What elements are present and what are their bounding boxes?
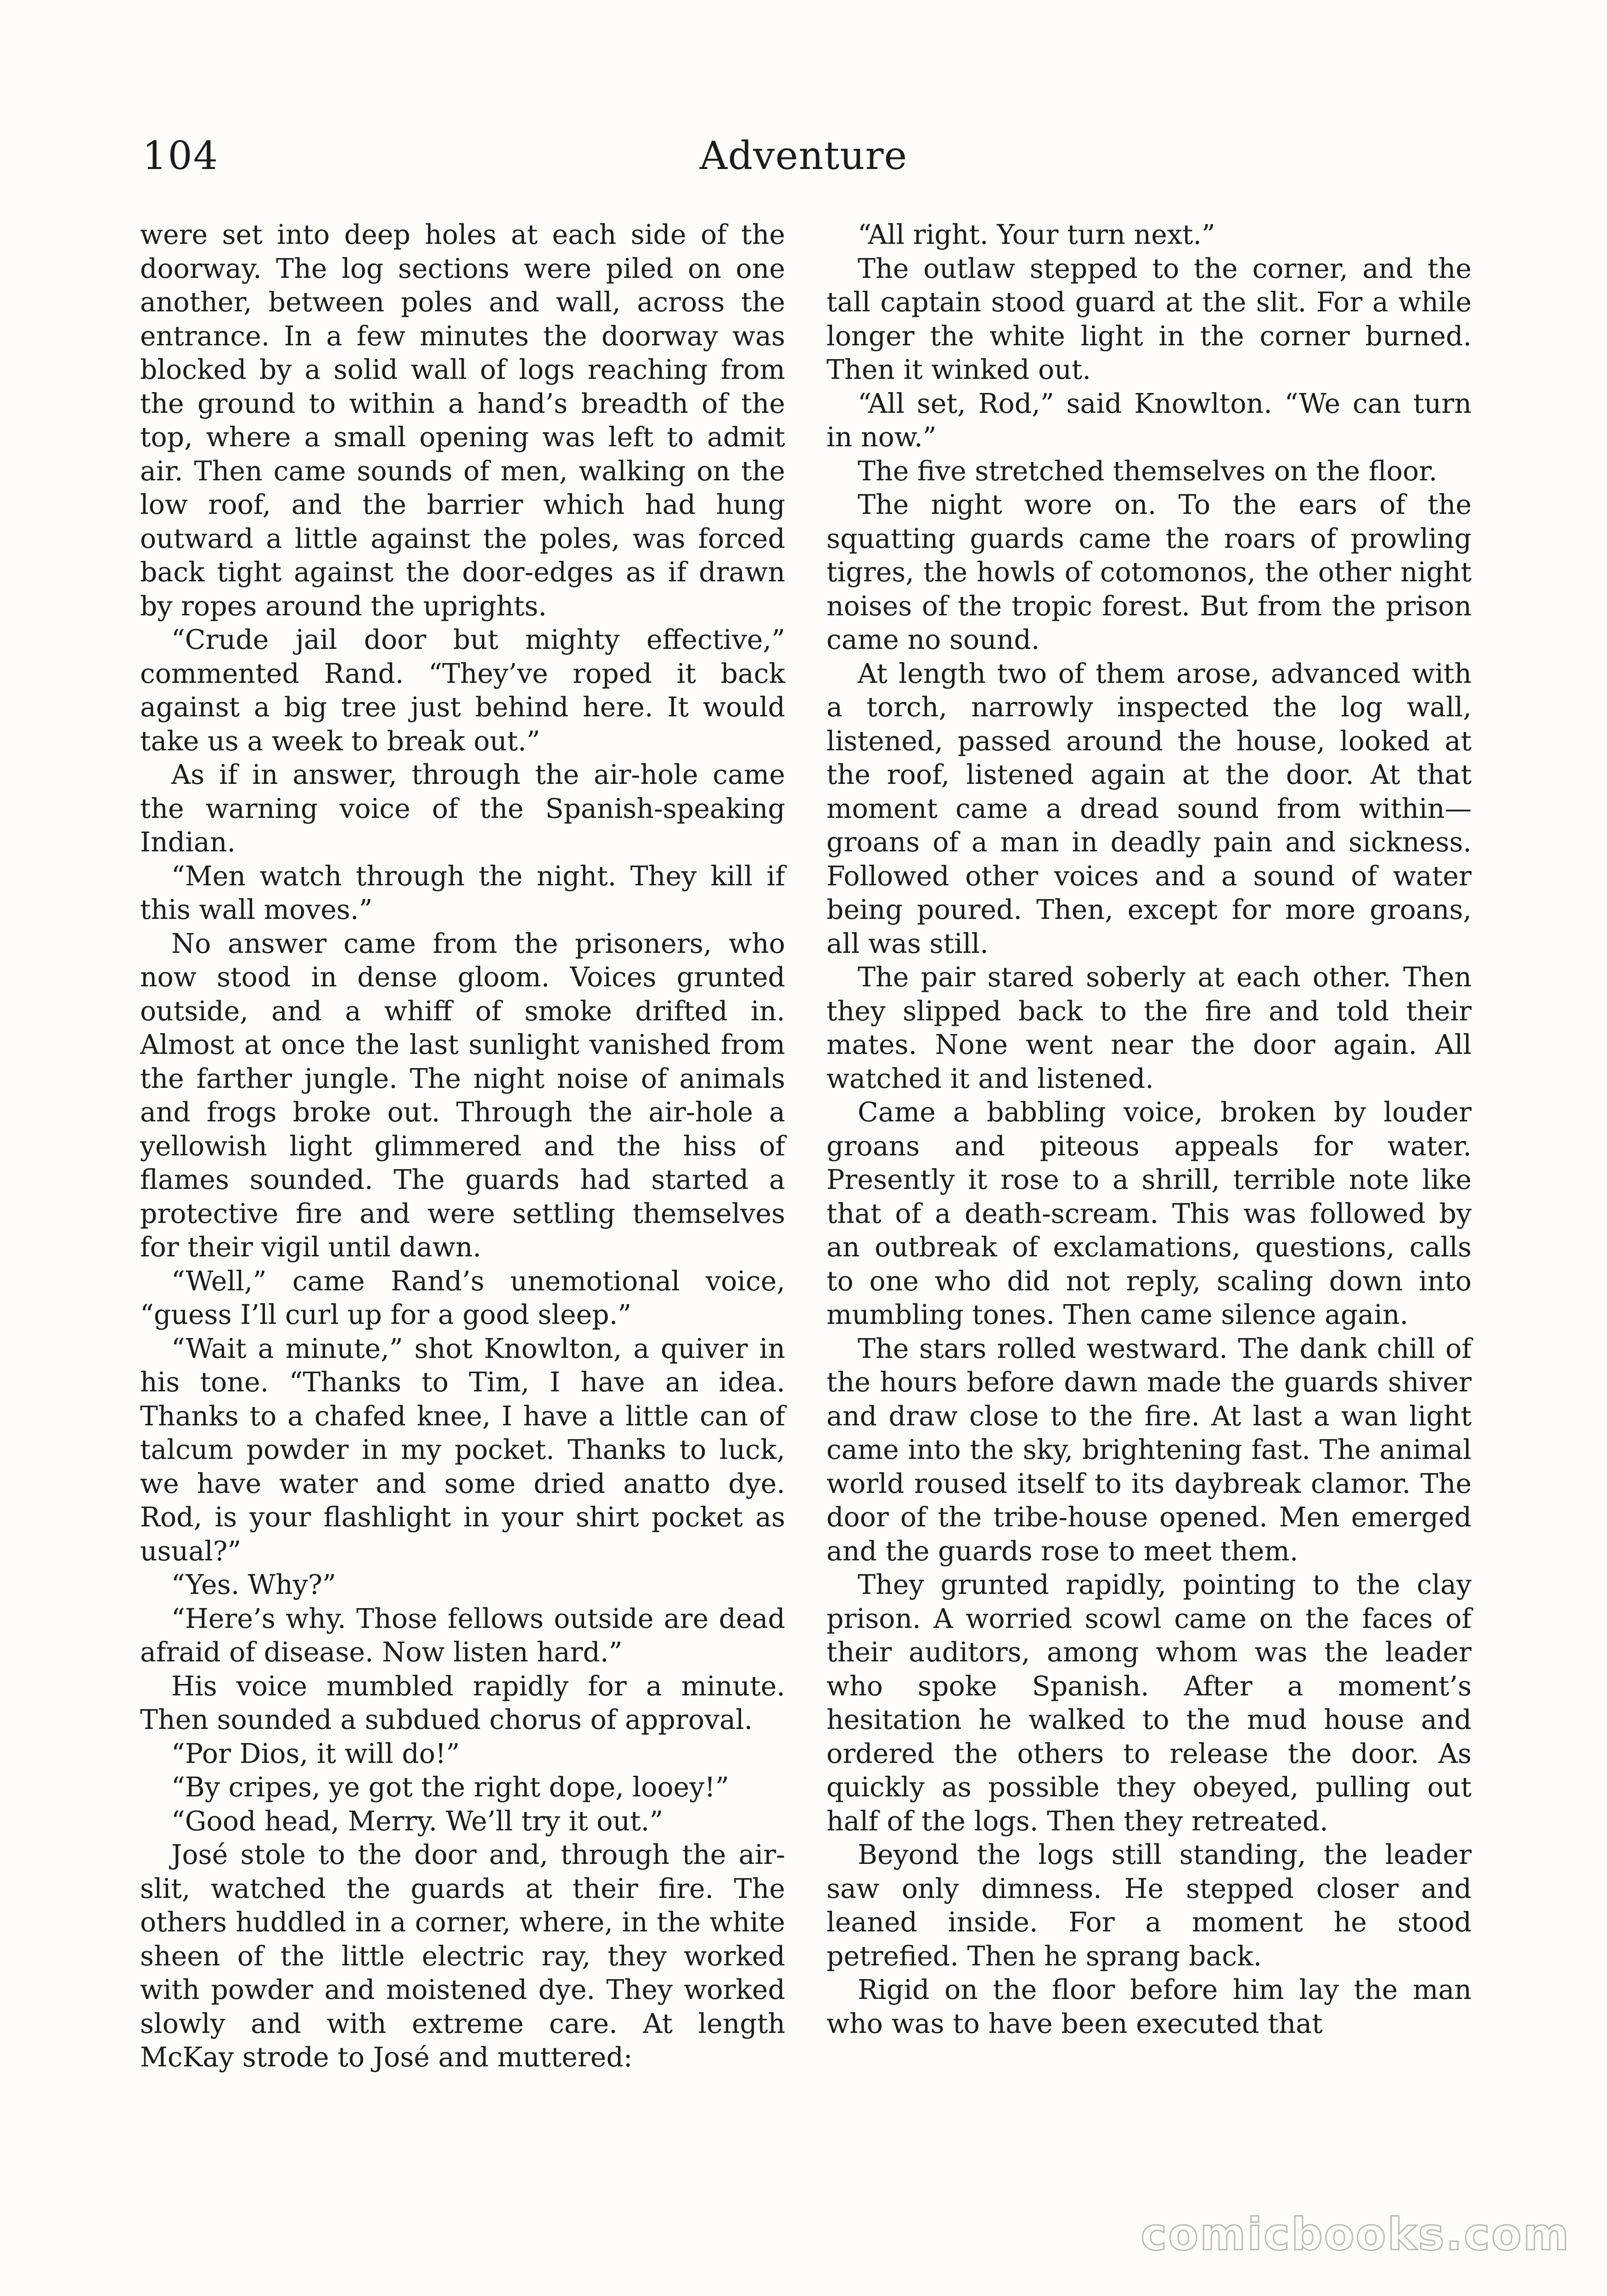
paragraph: The stars rolled westward. The dank chill of the hours before dawn made the guards shiver and draw close to the fire. At last a wan light came into the sky, brightening fast. The animal world roused itself to its daybreak clamor. The door of the tribe-house opened. Men emerged and the guards rose to meet them. — [826, 1333, 1472, 1567]
paragraph: The night wore on. To the ears of the squatting guards came the roars of prowling tigres, the howls of cotomonos, the other night noises of the tropic forest. But from the prison came no sound. — [826, 489, 1472, 655]
paragraph: Beyond the logs still standing, the leader saw only dimness. He stepped closer and leaned inside. For a moment he stood petrefied. Then he sprang back. — [826, 1839, 1472, 1972]
page-header — [142, 133, 1465, 193]
paragraph: As if in answer, through the air-hole came the warning voice of the Spanish-speaking Indian. — [140, 759, 785, 858]
paragraph: “By cripes, ye got the right dope, looey!” — [171, 1772, 729, 1803]
paragraph: His voice mumbled rapidly for a minute. Then sounded a subdued chorus of approval. — [140, 1670, 785, 1735]
paragraph: No answer came from the prisoners, who now stood in dense gloom. Voices grunted outside, and a whiff of smoke drifted in. Almost at once the last sunlight vanished from the farther jungle. The night noise of animals and frogs broke out. Through the air-hole a yellowish light glimmered and the hiss of flames sounded. The guards had started a protective fire and were settling themselves for their vigil until dawn. — [140, 928, 785, 1263]
paragraph: Rigid on the floor before him lay the man who was to have been executed that — [826, 1974, 1472, 2039]
paragraph: “Crude jail door but mighty effective,” commented Rand. “They’ve roped it back against a big tree just behind here. It would take us a week to break out.” — [140, 624, 785, 757]
running-title: Adventure — [699, 133, 908, 178]
paragraph: At length two of them arose, advanced with a torch, narrowly inspected the log wall, listened, passed around the house, looked at the roof, listened again at the door. At that moment came a dread sound from within—groans of a man in deadly pain and sickness. Followed other voices and a sound of water being poured. Then, except for more groans, all was still. — [826, 658, 1472, 959]
paragraph: “All set, Rod,” said Knowlton. “We can turn in now.” — [826, 388, 1472, 453]
paragraph: “All right. Your turn next.” — [858, 219, 1215, 250]
paragraph: “Por Dios, it will do!” — [171, 1738, 460, 1769]
paragraph: José stole to the door and, through the air-slit, watched the guards at their fire. The others huddled in a corner, where, in the white sheen of the little electric ray, they worked with powder and moistened dye. They worked slowly and with extreme care. At length McKay strode to José and muttered: — [140, 1839, 785, 2073]
paragraph: The outlaw stepped to the corner, and the tall captain stood guard at the slit. For a while longer the white light in the corner burned. Then it winked out. — [826, 253, 1472, 385]
right-column — [826, 218, 1472, 2041]
paragraph: They grunted rapidly, pointing to the clay prison. A worried scowl came on the faces of their auditors, among whom was the leader who spoke Spanish. After a moment’s hesitation he walked to the mud house and ordered the others to release the door. As quickly as possible they obeyed, pulling out half of the logs. Then they retreated. — [826, 1569, 1472, 1837]
page-number: 104 — [142, 133, 219, 178]
paragraph: The five stretched themselves on the floor. — [858, 455, 1438, 487]
paragraph: Came a babbling voice, broken by louder groans and piteous appeals for water. Presently it rose to a shrill, terrible note like that of a death-scream. This was followed by an outbreak of exclamations, questions, calls to one who did not reply, scaling down into mumbling tones. Then came silence again. — [826, 1097, 1472, 1330]
paragraph: “Here’s why. Those fellows outside are dead afraid of disease. Now listen hard.” — [140, 1603, 785, 1668]
paragraph: “Good head, Merry. We’ll try it out.” — [171, 1805, 663, 1837]
left-column — [140, 218, 785, 2075]
watermark: comicbooks.com — [1141, 2209, 1570, 2260]
paragraph: were set into deep holes at each side of the doorway. The log sections were piled on one another, between poles and wall, across the entrance. In a few minutes the doorway was blocked by a solid wall of logs reaching from the ground to within a hand’s breadth of the top, where a small opening was left to admit air. Then came sounds of men, walking on the low roof, and the barrier which had hung outward a little against the poles, was forced back tight against the door-edges as if drawn by ropes around the uprights. — [140, 219, 785, 622]
paragraph: “Men watch through the night. They kill if this wall moves.” — [140, 860, 785, 925]
paragraph: “Well,” came Rand’s unemotional voice, “guess I’ll curl up for a good sleep.” — [140, 1265, 785, 1330]
paragraph: “Wait a minute,” shot Knowlton, a quiver in his tone. “Thanks to Tim, I have an idea. Thanks to a chafed knee, I have a little can of talcum powder in my pocket. Thanks to luck, we have water and some dried anatto dye. Rod, is your flashlight in your shirt pocket as usual?” — [140, 1333, 785, 1567]
paragraph: The pair stared soberly at each other. Then they slipped back to the fire and told their mates. None went near the door again. All watched it and listened. — [826, 962, 1472, 1094]
paragraph: “Yes. Why?” — [171, 1569, 337, 1600]
